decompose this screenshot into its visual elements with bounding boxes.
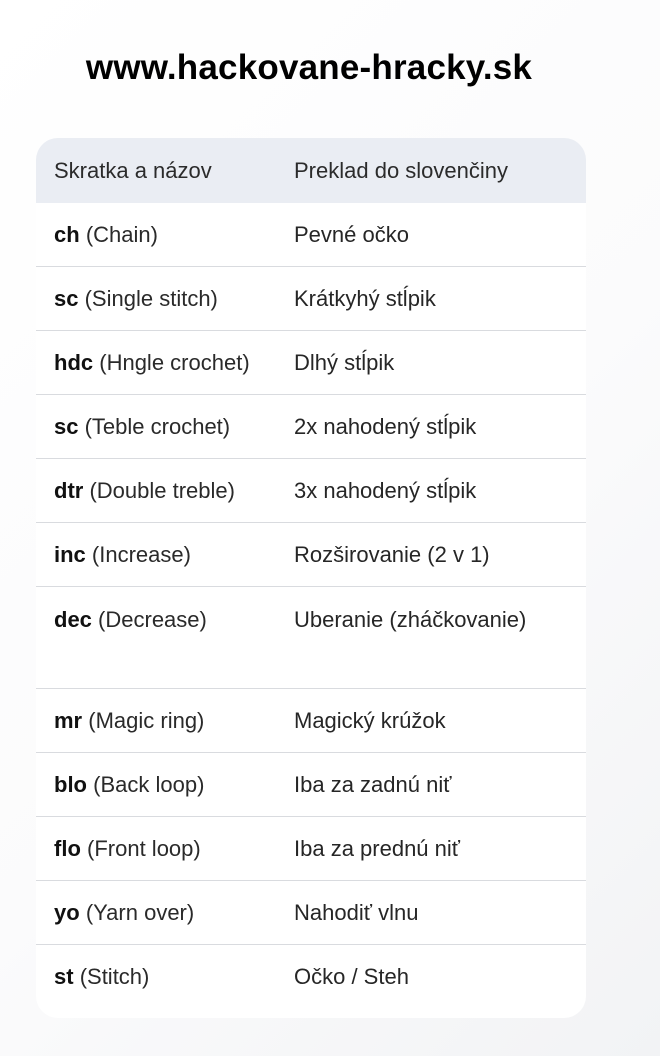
abbreviation-name: (Front loop) <box>87 835 201 861</box>
abbreviation-code: mr <box>54 707 83 733</box>
abbreviation-code: ch <box>54 221 80 247</box>
table-row <box>36 395 586 459</box>
abbreviation-code: dec <box>54 607 92 632</box>
table-row <box>36 267 586 331</box>
translation-cell: Iba za prednú niť <box>294 835 461 861</box>
translation-cell: Dlhý stĺpik <box>294 349 395 375</box>
abbreviation-cell <box>36 286 294 312</box>
abbreviation-code: blo <box>54 771 87 797</box>
table-header <box>36 138 586 203</box>
abbreviation-name: (Hngle crochet) <box>99 349 250 375</box>
table-row <box>36 881 586 945</box>
abbreviation-code: sc <box>54 413 79 439</box>
abbreviation-name: (Single stitch) <box>84 285 218 311</box>
abbreviation-name: (Magic ring) <box>88 707 205 733</box>
abbreviation-cell <box>36 607 294 633</box>
table-row <box>36 587 586 689</box>
abbreviation-code: hdc <box>54 349 94 375</box>
abbreviation-name: (Yarn over) <box>85 899 195 925</box>
abbreviation-name: (Back loop) <box>93 771 205 797</box>
abbreviation-code: st <box>54 964 74 989</box>
table-row <box>36 945 586 1009</box>
table-row <box>36 817 586 881</box>
abbreviation-code: yo <box>54 899 80 925</box>
table-row <box>36 523 586 587</box>
abbreviation-name: (Teble crochet) <box>84 413 231 439</box>
abbreviation-cell <box>36 708 294 734</box>
abbreviation-cell <box>36 900 294 926</box>
abbreviation-cell <box>36 222 294 248</box>
abbreviation-code: dtr <box>54 477 84 503</box>
site-title: www.hackovane-hracky.sk <box>85 48 533 87</box>
table-row <box>36 331 586 395</box>
abbreviation-name: (Double treble) <box>89 477 235 503</box>
translation-cell: Očko / Steh <box>294 964 409 989</box>
translation-cell: Iba za zadnú niť <box>294 771 452 797</box>
translation-cell: Krátkyhý stĺpik <box>294 285 436 311</box>
table-row <box>36 689 586 753</box>
abbreviation-name: (Stitch) <box>79 964 150 989</box>
header-translation: Preklad do slovenčiny <box>294 157 509 183</box>
abbreviation-code: inc <box>54 541 86 567</box>
abbreviation-cell <box>36 478 294 504</box>
translation-cell: Magický krúžok <box>294 707 446 733</box>
abbreviation-cell <box>36 772 294 798</box>
header-abbreviation: Skratka a názov <box>54 157 212 183</box>
translation-cell: 3x nahodený stĺpik <box>294 477 477 503</box>
abbreviation-cell <box>36 350 294 376</box>
translation-cell: Pevné očko <box>294 221 409 247</box>
translation-cell: 2x nahodený stĺpik <box>294 413 477 439</box>
table-row <box>36 203 586 267</box>
translation-cell: Uberanie (zháčkovanie) <box>294 607 527 632</box>
abbreviation-cell <box>36 414 294 440</box>
abbreviation-name: (Decrease) <box>98 607 207 632</box>
abbreviation-name: (Chain) <box>85 221 158 247</box>
abbreviation-code: sc <box>54 285 79 311</box>
abbreviations-table <box>36 138 586 1018</box>
table-row <box>36 459 586 523</box>
abbreviation-cell <box>36 836 294 862</box>
translation-cell: Nahodiť vlnu <box>294 899 419 925</box>
abbreviation-cell <box>36 542 294 568</box>
abbreviation-name: (Increase) <box>91 541 191 567</box>
abbreviation-cell <box>36 964 294 990</box>
table-row <box>36 753 586 817</box>
translation-cell: Rozširovanie (2 v 1) <box>294 541 490 567</box>
abbreviation-code: flo <box>54 835 81 861</box>
